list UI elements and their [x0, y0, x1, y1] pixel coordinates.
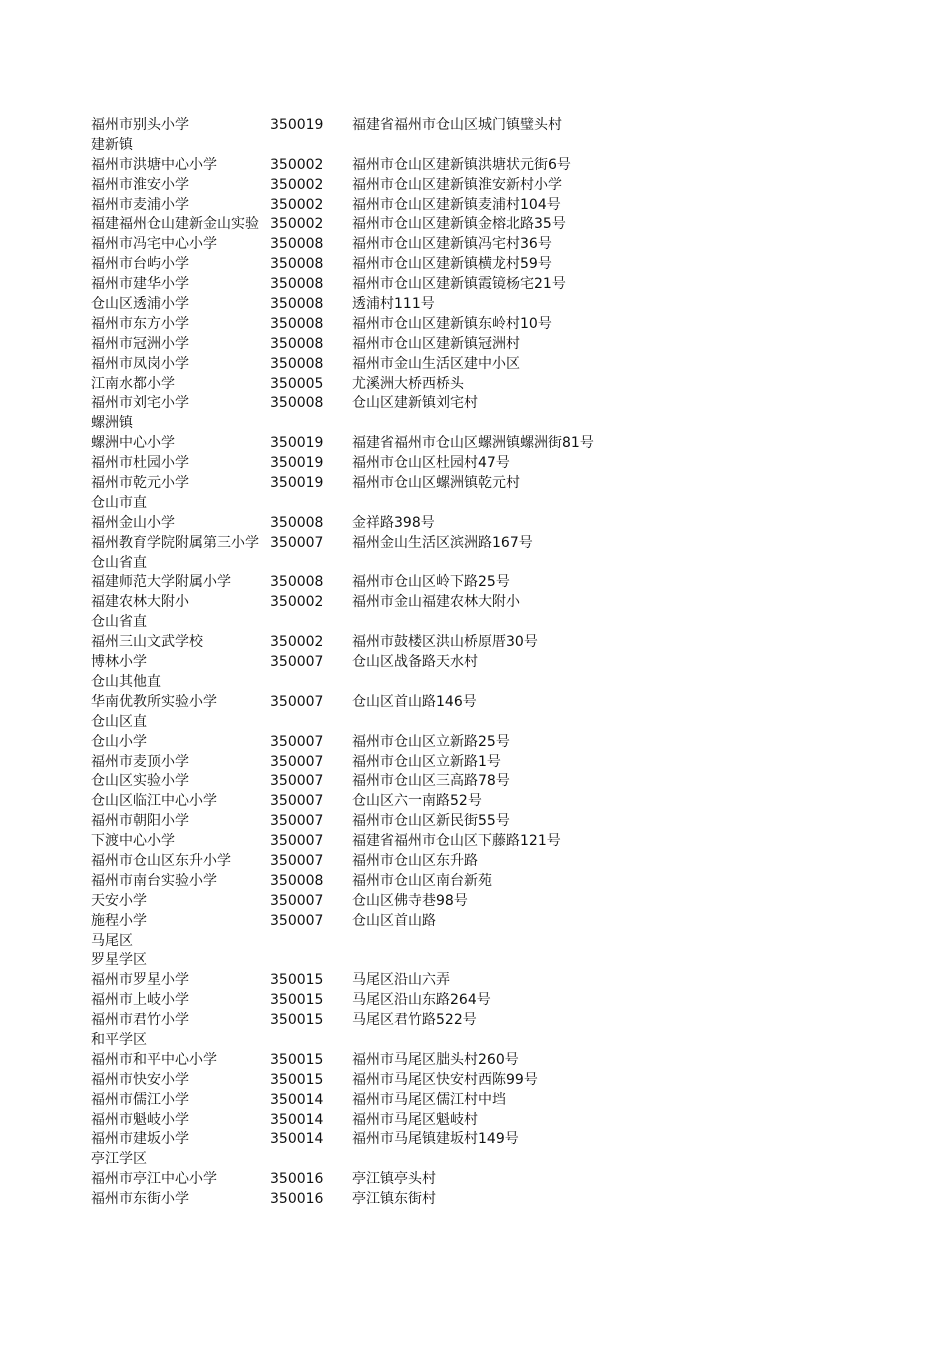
postal-code-cell: 350015 — [270, 1011, 323, 1031]
school-name-cell: 福州市东方小学 — [91, 315, 189, 332]
table-row — [91, 713, 891, 733]
address-cell: 马尾区沿山东路264号 — [352, 992, 491, 1009]
table-row — [91, 355, 891, 375]
table-row — [91, 932, 891, 952]
address-cell: 仓山区建新镇刘宅村 — [352, 395, 478, 412]
postal-code-cell: 350014 — [270, 1130, 323, 1150]
school-name-cell: 仓山小学 — [91, 733, 147, 750]
address-cell: 福州市马尾镇建坂村149号 — [352, 1131, 519, 1148]
postal-code-cell: 350007 — [270, 832, 323, 852]
postal-code-cell: 350007 — [270, 912, 323, 932]
school-name-cell: 福州市罗星小学 — [91, 972, 189, 989]
address-cell: 马尾区沿山六弄 — [352, 972, 450, 989]
address-cell: 透浦村111号 — [352, 296, 435, 313]
address-cell: 福州市仓山区建新镇洪塘状元街6号 — [352, 156, 571, 173]
postal-code-cell: 350002 — [270, 633, 323, 653]
table-row — [91, 812, 891, 832]
postal-code-cell: 350015 — [270, 1051, 323, 1071]
school-list-sheet — [91, 116, 891, 1210]
postal-code-cell: 350014 — [270, 1111, 323, 1131]
table-row — [91, 912, 891, 932]
table-row — [91, 1130, 891, 1150]
table-row — [91, 1011, 891, 1031]
address-cell: 福州市仓山区建新镇冠洲村 — [352, 335, 520, 352]
postal-code-cell: 350007 — [270, 693, 323, 713]
school-name-cell: 下渡中心小学 — [91, 833, 175, 850]
postal-code-cell: 350008 — [270, 355, 323, 375]
address-cell: 仓山区六一南路52号 — [352, 793, 482, 810]
school-name-cell: 马尾区 — [91, 932, 133, 949]
school-name-cell: 仓山其他直 — [91, 673, 161, 690]
address-cell: 福建省福州市仓山区下藤路121号 — [352, 833, 561, 850]
table-row — [91, 375, 891, 395]
school-name-cell: 螺洲中心小学 — [91, 435, 175, 452]
table-row — [91, 593, 891, 613]
postal-code-cell: 350019 — [270, 454, 323, 474]
table-row — [91, 474, 891, 494]
address-cell: 福州市金山福建农林大附小 — [352, 594, 520, 611]
school-name-cell: 仓山区直 — [91, 713, 147, 730]
postal-code-cell: 350002 — [270, 196, 323, 216]
school-name-cell: 华南优教所实验小学 — [91, 693, 217, 710]
postal-code-cell: 350015 — [270, 991, 323, 1011]
postal-code-cell: 350002 — [270, 593, 323, 613]
school-name-cell: 福州市乾元小学 — [91, 475, 189, 492]
school-name-cell: 福州市淮安小学 — [91, 176, 189, 193]
table-row — [91, 991, 891, 1011]
address-cell: 尤溪洲大桥西桥头 — [352, 375, 464, 392]
school-name-cell: 福建福州仓山建新金山实验 — [91, 216, 259, 233]
address-cell: 福州市仓山区建新镇麦浦村104号 — [352, 196, 561, 213]
address-cell: 马尾区君竹路522号 — [352, 1012, 477, 1029]
table-row — [91, 1071, 891, 1091]
postal-code-cell: 350015 — [270, 1071, 323, 1091]
postal-code-cell: 350014 — [270, 1091, 323, 1111]
table-row — [91, 534, 891, 554]
postal-code-cell: 350007 — [270, 792, 323, 812]
address-cell: 福州市仓山区立新路25号 — [352, 733, 510, 750]
address-cell: 福建省福州市仓山区螺洲镇螺洲街81号 — [352, 435, 594, 452]
table-row — [91, 653, 891, 673]
school-name-cell: 福州市快安小学 — [91, 1071, 189, 1088]
table-row — [91, 514, 891, 534]
school-name-cell: 建新镇 — [91, 136, 133, 153]
school-name-cell: 福州市上岐小学 — [91, 992, 189, 1009]
address-cell: 福州市马尾区魁岐村 — [352, 1111, 478, 1128]
school-name-cell: 福州市别头小学 — [91, 117, 189, 133]
school-name-cell: 仓山区实验小学 — [91, 773, 189, 790]
address-cell: 福州金山生活区滨洲路167号 — [352, 534, 533, 551]
school-name-cell: 福州市麦顶小学 — [91, 753, 189, 770]
address-cell: 福州市仓山区建新镇东岭村10号 — [352, 315, 552, 332]
table-row — [91, 1091, 891, 1111]
school-name-cell: 福州三山文武学校 — [91, 634, 203, 651]
school-name-cell: 福州市建华小学 — [91, 276, 189, 293]
address-cell: 仓山区战备路天水村 — [352, 654, 478, 671]
address-cell: 福州市仓山区螺洲镇乾元村 — [352, 475, 520, 492]
table-row — [91, 951, 891, 971]
postal-code-cell: 350005 — [270, 375, 323, 395]
school-name-cell: 福州市洪塘中心小学 — [91, 156, 217, 173]
address-cell: 福州市仓山区南台新苑 — [352, 872, 492, 889]
postal-code-cell: 350019 — [270, 474, 323, 494]
postal-code-cell: 350007 — [270, 653, 323, 673]
school-name-cell: 福州金山小学 — [91, 514, 175, 531]
postal-code-cell: 350007 — [270, 753, 323, 773]
postal-code-cell: 350008 — [270, 235, 323, 255]
table-row — [91, 792, 891, 812]
school-name-cell: 福州市南台实验小学 — [91, 872, 217, 889]
postal-code-cell: 350015 — [270, 971, 323, 991]
table-row — [91, 1190, 891, 1210]
postal-code-cell: 350016 — [270, 1190, 323, 1210]
table-row — [91, 414, 891, 434]
address-cell: 福州市仓山区新民街55号 — [352, 813, 510, 830]
table-row — [91, 295, 891, 315]
school-name-cell: 仓山区临江中心小学 — [91, 793, 217, 810]
table-row — [91, 1170, 891, 1190]
school-name-cell: 福州市亭江中心小学 — [91, 1171, 217, 1188]
table-row — [91, 1051, 891, 1071]
postal-code-cell: 350008 — [270, 275, 323, 295]
address-cell: 金祥路398号 — [352, 514, 435, 531]
school-name-cell: 福州市建坂小学 — [91, 1131, 189, 1148]
postal-code-cell: 350008 — [270, 295, 323, 315]
school-name-cell: 仓山省直 — [91, 614, 147, 631]
address-cell: 福州市仓山区建新镇金榕北路35号 — [352, 216, 566, 233]
address-cell: 仓山区首山路 — [352, 912, 436, 929]
postal-code-cell: 350008 — [270, 315, 323, 335]
table-row — [91, 235, 891, 255]
school-name-cell: 福州教育学院附属第三小学 — [91, 534, 259, 551]
postal-code-cell: 350008 — [270, 394, 323, 414]
school-name-cell: 福建农林大附小 — [91, 594, 189, 611]
table-row — [91, 971, 891, 991]
table-row — [91, 315, 891, 335]
address-cell: 福州市仓山区东升路 — [352, 852, 478, 869]
postal-code-cell: 350002 — [270, 215, 323, 235]
table-row — [91, 434, 891, 454]
table-row — [91, 693, 891, 713]
school-name-cell: 螺洲镇 — [91, 415, 133, 432]
postal-code-cell: 350007 — [270, 812, 323, 832]
postal-code-cell: 350019 — [270, 434, 323, 454]
address-cell: 福州市马尾区快安村西陈99号 — [352, 1071, 538, 1088]
address-cell: 仓山区首山路146号 — [352, 693, 477, 710]
school-name-cell: 仓山市直 — [91, 494, 147, 511]
school-name-cell: 福州市东街小学 — [91, 1191, 189, 1208]
table-row — [91, 454, 891, 474]
school-name-cell: 福州市冯宅中心小学 — [91, 236, 217, 253]
school-name-cell: 施程小学 — [91, 912, 147, 929]
address-cell: 仓山区佛寺巷98号 — [352, 892, 468, 909]
postal-code-cell: 350002 — [270, 176, 323, 196]
postal-code-cell: 350008 — [270, 573, 323, 593]
table-row — [91, 1150, 891, 1170]
table-row — [91, 176, 891, 196]
table-row — [91, 852, 891, 872]
school-name-cell: 福建师范大学附属小学 — [91, 574, 231, 591]
address-cell: 福州市仓山区杜园村47号 — [352, 455, 510, 472]
table-row — [91, 335, 891, 355]
school-name-cell: 福州市麦浦小学 — [91, 196, 189, 213]
school-name-cell: 福州市君竹小学 — [91, 1012, 189, 1029]
school-name-cell: 仓山区透浦小学 — [91, 296, 189, 313]
address-cell: 福州市仓山区建新镇淮安新村小学 — [352, 176, 562, 193]
school-name-cell: 江南水都小学 — [91, 375, 175, 392]
school-name-cell: 亭江学区 — [91, 1151, 147, 1168]
school-name-cell: 福州市刘宅小学 — [91, 395, 189, 412]
table-row — [91, 832, 891, 852]
table-row — [91, 633, 891, 653]
postal-code-cell: 350008 — [270, 514, 323, 534]
address-cell: 亭江镇亭头村 — [352, 1171, 436, 1188]
table-row — [91, 275, 891, 295]
school-name-cell: 罗星学区 — [91, 952, 147, 969]
address-cell: 亭江镇东街村 — [352, 1191, 436, 1208]
address-cell: 福州市仓山区岭下路25号 — [352, 574, 510, 591]
school-name-cell: 仓山省直 — [91, 554, 147, 571]
postal-code-cell: 350008 — [270, 255, 323, 275]
table-row — [91, 673, 891, 693]
postal-code-cell: 350007 — [270, 892, 323, 912]
postal-code-cell: 350007 — [270, 772, 323, 792]
table-row — [91, 255, 891, 275]
address-cell: 福州市仓山区建新镇横龙村59号 — [352, 256, 552, 273]
address-cell: 福州市鼓楼区洪山桥原厝30号 — [352, 634, 538, 651]
school-name-cell: 天安小学 — [91, 892, 147, 909]
school-name-cell: 福州市魁岐小学 — [91, 1111, 189, 1128]
table-row — [91, 753, 891, 773]
school-name-cell: 福州市台屿小学 — [91, 256, 189, 273]
table-row — [91, 733, 891, 753]
table-row — [91, 573, 891, 593]
address-cell: 福州市仓山区三高路78号 — [352, 773, 510, 790]
table-row — [91, 156, 891, 176]
table-row — [91, 872, 891, 892]
postal-code-cell: 350007 — [270, 733, 323, 753]
school-name-cell: 福州市儒江小学 — [91, 1091, 189, 1108]
table-row — [91, 494, 891, 514]
table-row — [91, 613, 891, 633]
postal-code-cell: 350007 — [270, 852, 323, 872]
school-name-cell: 福州市朝阳小学 — [91, 813, 189, 830]
table-row — [91, 1031, 891, 1051]
school-name-cell: 福州市凤岗小学 — [91, 355, 189, 372]
postal-code-cell: 350008 — [270, 872, 323, 892]
address-cell: 福州市仓山区建新镇霞镜杨宅21号 — [352, 276, 566, 293]
table-row — [91, 1111, 891, 1131]
school-name-cell: 福州市和平中心小学 — [91, 1051, 217, 1068]
school-name-cell: 博林小学 — [91, 654, 147, 671]
address-cell: 福州市马尾区儒江村中垱 — [352, 1091, 506, 1108]
school-name-cell: 福州市杜园小学 — [91, 455, 189, 472]
table-row — [91, 892, 891, 912]
address-cell: 福州市金山生活区建中小区 — [352, 355, 520, 372]
school-name-cell: 福州市仓山区东升小学 — [91, 852, 231, 869]
table-row — [91, 196, 891, 216]
postal-code-cell: 350007 — [270, 534, 323, 554]
table-row — [91, 215, 891, 235]
table-row — [91, 772, 891, 792]
postal-code-cell: 350016 — [270, 1170, 323, 1190]
table-row — [91, 136, 891, 156]
table-row — [91, 554, 891, 574]
school-name-cell: 福州市冠洲小学 — [91, 335, 189, 352]
address-cell: 福州市马尾区朏头村260号 — [352, 1051, 519, 1068]
address-cell: 福建省福州市仓山区城门镇璧头村 — [352, 117, 562, 133]
school-name-cell: 和平学区 — [91, 1031, 147, 1048]
postal-code-cell: 350008 — [270, 335, 323, 355]
address-cell: 福州市仓山区立新路1号 — [352, 753, 501, 770]
address-cell: 福州市仓山区建新镇冯宅村36号 — [352, 236, 552, 253]
postal-code-cell: 350019 — [270, 116, 323, 136]
postal-code-cell: 350002 — [270, 156, 323, 176]
table-row — [91, 116, 891, 136]
table-row — [91, 394, 891, 414]
